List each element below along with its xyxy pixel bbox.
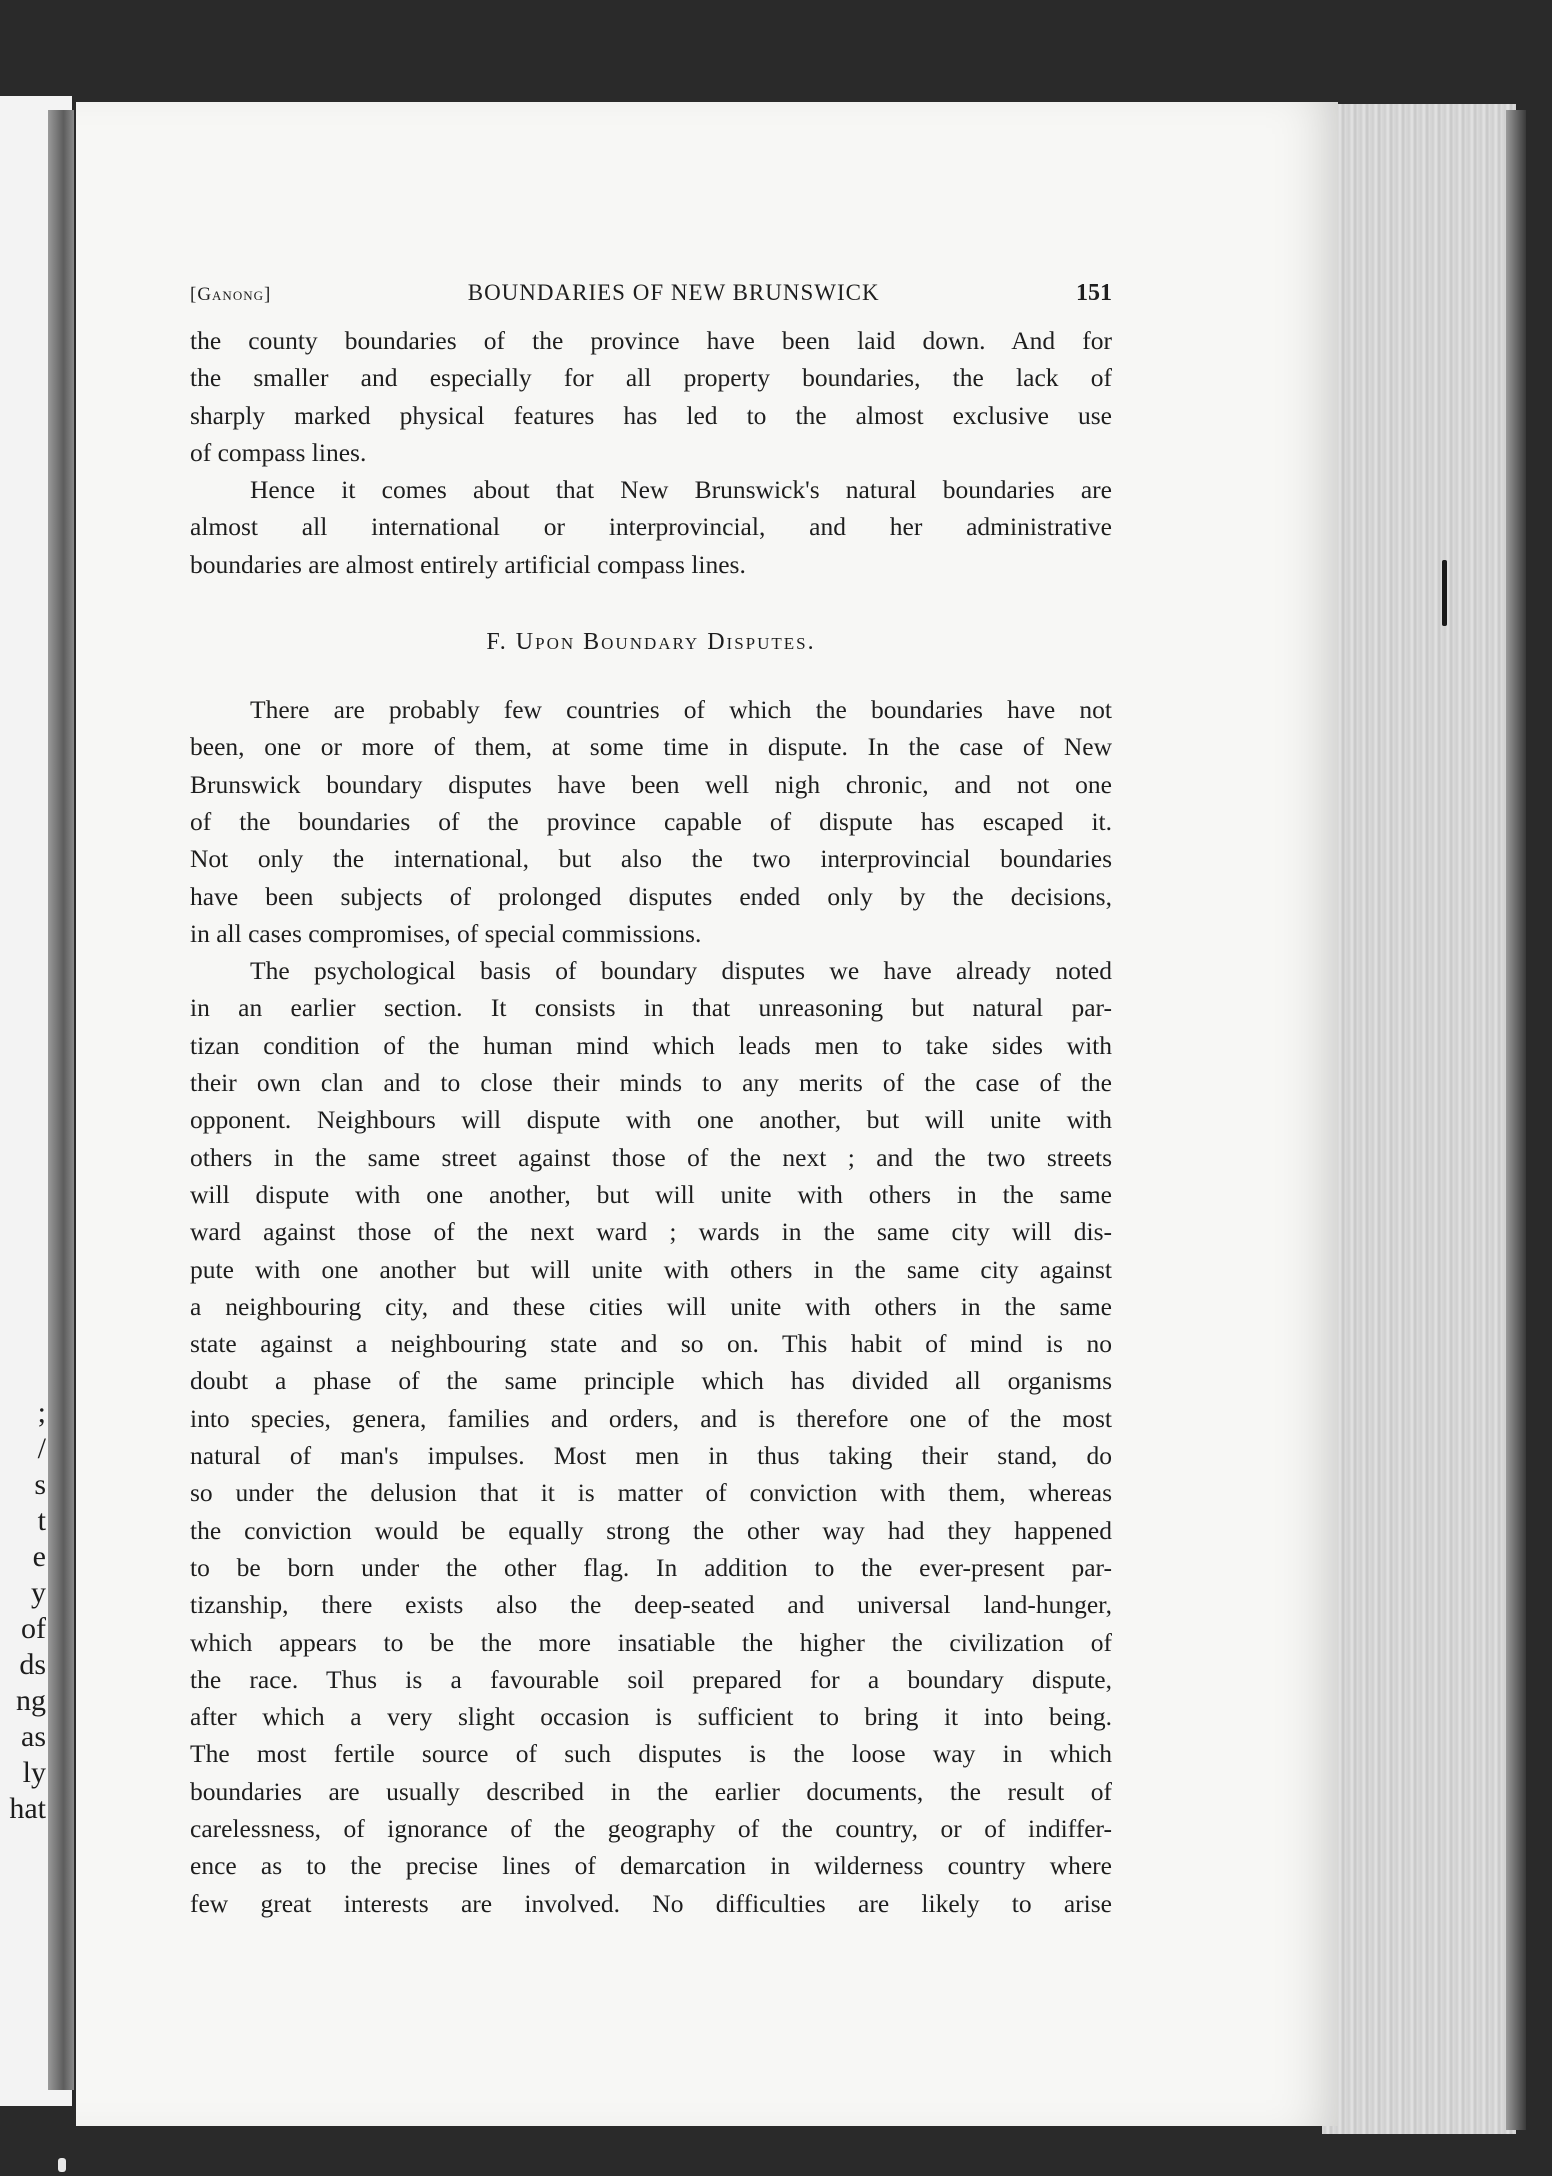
left-page-fragment: ds [19, 1648, 46, 1681]
text-line: tizan condition of the human mind which leads men to take sides with [190, 1030, 1112, 1060]
text-line: into species, genera, families and orders, and is therefore one of the most [190, 1403, 1112, 1433]
book-cover-edge [1506, 110, 1526, 2130]
text-line: opponent. Neighbours will dispute with one another, but will unite with [190, 1105, 1112, 1135]
text-line: The most fertile source of such disputes is the loose way in which [190, 1739, 1112, 1769]
left-page-fragment: e [32, 1540, 46, 1573]
text-line: others in the same street against those of the next ; and the two streets [190, 1142, 1112, 1172]
text-line: in an earlier section. It consists in that unreasoning but natural par- [190, 993, 1112, 1023]
book-gutter [48, 110, 74, 2090]
left-page-fragment: / [37, 1432, 46, 1465]
text-line: the smaller and especially for all property boundaries, the lack of [190, 363, 1112, 393]
text-line: in all cases compromises, of special commissions. [190, 918, 702, 948]
paragraph-4 [190, 952, 1112, 1922]
text-line: Hence it comes about that New Brunswick's natural boundaries are [250, 475, 1112, 505]
scan-artifact [58, 2158, 66, 2172]
page-content [190, 280, 1112, 1922]
text-line: natural of man's impulses. Most men in thus taking their stand, do [190, 1441, 1112, 1471]
text-line: few great interests are involved. No difficulties are likely to arise [190, 1888, 1112, 1918]
text-line: the race. Thus is a favourable soil prepared for a boundary dispute, [190, 1664, 1112, 1694]
text-line: doubt a phase of the same principle which has divided all organisms [190, 1366, 1112, 1396]
book-fore-edge [1322, 104, 1516, 2134]
text-line: a neighbouring city, and these cities will unite with others in the same [190, 1291, 1112, 1321]
text-line: There are probably few countries of which the boundaries have not [250, 695, 1112, 725]
left-page-fragment: ng [16, 1684, 46, 1717]
text-line: the conviction would be equally strong the other way had they happened [190, 1515, 1112, 1545]
section-heading: F. Upon Boundary Disputes. [486, 629, 816, 656]
text-line: the county boundaries of the province have been laid down. And for [190, 326, 1112, 355]
text-line: almost all international or interprovincial, and her administrative [190, 512, 1112, 542]
page-number: 151 [1076, 280, 1112, 306]
text-line: carelessness, of ignorance of the geography of the country, or of indiffer- [190, 1813, 1112, 1843]
text-line: Brunswick boundary disputes have been well nigh chronic, and not one [190, 769, 1112, 799]
text-line: which appears to be the more insatiable the higher the civilization of [190, 1627, 1112, 1657]
text-line: their own clan and to close their minds to any merits of the case of the [190, 1068, 1112, 1098]
text-line: of the boundaries of the province capable of dispute has escaped it. [190, 806, 1112, 836]
left-page-fragment: ly [22, 1756, 46, 1789]
text-line: tizanship, there exists also the deep-seated and universal land-hunger, [190, 1590, 1112, 1620]
text-line: have been subjects of prolonged disputes ended only by the decisions, [190, 881, 1112, 911]
left-page-fragment: as [21, 1720, 46, 1753]
text-line: after which a very slight occasion is sufficient to bring it into being. [190, 1702, 1112, 1732]
left-page-fragment: y [31, 1576, 46, 1609]
fore-edge-mark [1442, 560, 1447, 626]
text-line: The psychological basis of boundary disputes we have already noted [250, 956, 1112, 986]
text-line: pute with one another but will unite with others in the same city against [190, 1254, 1112, 1284]
paragraph-2 [190, 471, 1112, 583]
text-line: state against a neighbouring state and so on. This habit of mind is no [190, 1329, 1112, 1359]
running-header-title: BOUNDARIES OF NEW BRUNSWICK [467, 280, 880, 305]
running-header [190, 280, 1112, 314]
text-line: of compass lines. [190, 437, 367, 467]
left-page-fragment: ; [37, 1396, 46, 1429]
left-page-fragment: of [21, 1612, 46, 1645]
left-page-fragment: s [34, 1468, 46, 1501]
left-page-fragment: t [37, 1504, 46, 1537]
text-line: ence as to the precise lines of demarcation in wilderness country where [190, 1851, 1112, 1881]
paragraph-3 [190, 691, 1112, 952]
text-line: so under the delusion that it is matter of conviction with them, whereas [190, 1478, 1112, 1508]
left-page-fragment: hat [9, 1792, 46, 1825]
text-line: ward against those of the next ward ; wards in the same city will dis- [190, 1217, 1112, 1247]
text-line: sharply marked physical features has led to the almost exclusive use [190, 400, 1112, 430]
text-line: to be born under the other flag. In addition to the ever-present par- [190, 1552, 1112, 1582]
paragraph-1 [190, 322, 1112, 471]
text-line: boundaries are almost entirely artificial compass lines. [190, 549, 746, 579]
left-page-text-fragments [0, 1395, 46, 1827]
text-line: will dispute with one another, but will unite with others in the same [190, 1179, 1112, 1209]
running-header-author: [Ganong] [190, 284, 272, 305]
text-line: boundaries are usually described in the earlier documents, the result of [190, 1776, 1112, 1806]
text-line: been, one or more of them, at some time in dispute. In the case of New [190, 732, 1112, 762]
text-line: Not only the international, but also the two interprovincial boundaries [190, 844, 1112, 874]
